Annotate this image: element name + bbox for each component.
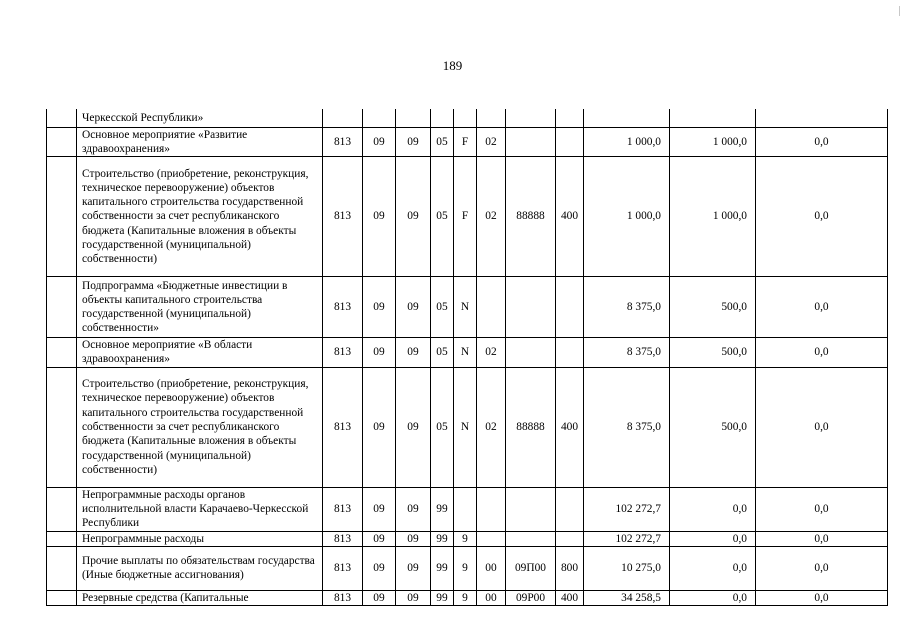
subsection-code-cell: 09	[396, 546, 431, 590]
table-row	[47, 590, 888, 605]
subprogram-code-cell: F	[454, 157, 477, 277]
row-number-cell	[47, 157, 77, 277]
direction-code-cell	[506, 127, 556, 157]
amount-year2-cell: 1 000,0	[670, 127, 756, 157]
amount-year3-cell: 0,0	[756, 338, 888, 368]
amount-year2-cell: 0,0	[670, 546, 756, 590]
program-code-cell: 99	[431, 531, 454, 546]
section-code-cell	[363, 109, 396, 127]
subsection-code-cell: 09	[396, 338, 431, 368]
amount-year3-cell: 0,0	[756, 157, 888, 277]
direction-code-cell	[506, 531, 556, 546]
amount-year3-cell: 0,0	[756, 590, 888, 605]
measure-code-cell	[477, 531, 506, 546]
row-number-cell	[47, 367, 77, 487]
ministry-code-cell: 813	[323, 367, 363, 487]
subprogram-code-cell: 9	[454, 546, 477, 590]
amount-year3-cell: 0,0	[756, 277, 888, 338]
section-code-cell: 09	[363, 531, 396, 546]
section-code-cell: 09	[363, 487, 396, 531]
expense-type-cell	[556, 338, 584, 368]
table-row	[47, 546, 888, 590]
amount-year3-cell: 0,0	[756, 367, 888, 487]
row-number-cell	[47, 487, 77, 531]
subprogram-code-cell: N	[454, 277, 477, 338]
row-number-cell	[47, 109, 77, 127]
item-name-cell: Строительство (приобретение, реконструкция, техническое перевооружение) объектов капитального строительства государственной собственности за счет республиканского бюджета (Капитальные вложения в объекты государственной (муниципальной) собственности)	[77, 157, 323, 277]
section-code-cell: 09	[363, 338, 396, 368]
expense-type-cell	[556, 531, 584, 546]
section-code-cell: 09	[363, 590, 396, 605]
amount-year1-cell: 1 000,0	[584, 157, 670, 277]
item-name-cell: Прочие выплаты по обязательствам государства (Иные бюджетные ассигнования)	[77, 546, 323, 590]
direction-code-cell: 88888	[506, 157, 556, 277]
table-row	[47, 277, 888, 338]
table-row	[47, 338, 888, 368]
expense-type-cell	[556, 277, 584, 338]
amount-year2-cell: 0,0	[670, 590, 756, 605]
ministry-code-cell: 813	[323, 546, 363, 590]
program-code-cell: 05	[431, 367, 454, 487]
measure-code-cell: 02	[477, 127, 506, 157]
program-code-cell: 05	[431, 157, 454, 277]
ministry-code-cell: 813	[323, 590, 363, 605]
item-name-cell: Черкесской Республики»	[77, 109, 323, 127]
table-row	[47, 367, 888, 487]
section-code-cell: 09	[363, 157, 396, 277]
program-code-cell	[431, 109, 454, 127]
measure-code-cell	[477, 487, 506, 531]
ministry-code-cell	[323, 109, 363, 127]
amount-year1-cell: 8 375,0	[584, 277, 670, 338]
subsection-code-cell: 09	[396, 277, 431, 338]
program-code-cell: 05	[431, 127, 454, 157]
expense-type-cell	[556, 127, 584, 157]
subprogram-code-cell: 9	[454, 531, 477, 546]
budget-table-body	[47, 109, 888, 606]
measure-code-cell: 02	[477, 338, 506, 368]
amount-year2-cell: 1 000,0	[670, 157, 756, 277]
expense-type-cell: 400	[556, 157, 584, 277]
program-code-cell: 05	[431, 338, 454, 368]
program-code-cell: 99	[431, 487, 454, 531]
row-number-cell	[47, 546, 77, 590]
page-edge-mark	[899, 6, 900, 16]
amount-year3-cell: 0,0	[756, 487, 888, 531]
expense-type-cell: 400	[556, 590, 584, 605]
direction-code-cell: 88888	[506, 367, 556, 487]
subsection-code-cell	[396, 109, 431, 127]
subprogram-code-cell: N	[454, 367, 477, 487]
table-row	[47, 127, 888, 157]
amount-year1-cell: 34 258,5	[584, 590, 670, 605]
subprogram-code-cell: 9	[454, 590, 477, 605]
section-code-cell: 09	[363, 277, 396, 338]
program-code-cell: 99	[431, 590, 454, 605]
amount-year1-cell: 8 375,0	[584, 367, 670, 487]
subsection-code-cell: 09	[396, 367, 431, 487]
row-number-cell	[47, 531, 77, 546]
table-row	[47, 109, 888, 127]
table-row	[47, 487, 888, 531]
table-row	[47, 157, 888, 277]
direction-code-cell: 09Р00	[506, 590, 556, 605]
ministry-code-cell: 813	[323, 531, 363, 546]
amount-year3-cell: 0,0	[756, 546, 888, 590]
subsection-code-cell: 09	[396, 157, 431, 277]
item-name-cell: Резервные средства (Капитальные	[77, 590, 323, 605]
section-code-cell: 09	[363, 367, 396, 487]
item-name-cell: Непрограммные расходы органов исполнительной власти Карачаево-Черкесской Республики	[77, 487, 323, 531]
measure-code-cell: 00	[477, 590, 506, 605]
program-code-cell: 05	[431, 277, 454, 338]
amount-year3-cell	[756, 109, 888, 127]
amount-year3-cell: 0,0	[756, 127, 888, 157]
amount-year2-cell: 0,0	[670, 531, 756, 546]
item-name-cell: Строительство (приобретение, реконструкция, техническое перевооружение) объектов капитального строительства государственной собственности за счет республиканского бюджета (Капитальные вложения в объекты государственной (муниципальной) собственности)	[77, 367, 323, 487]
ministry-code-cell: 813	[323, 277, 363, 338]
subprogram-code-cell	[454, 109, 477, 127]
measure-code-cell	[477, 277, 506, 338]
measure-code-cell: 00	[477, 546, 506, 590]
direction-code-cell	[506, 109, 556, 127]
subprogram-code-cell: F	[454, 127, 477, 157]
section-code-cell: 09	[363, 546, 396, 590]
measure-code-cell: 02	[477, 157, 506, 277]
row-number-cell	[47, 338, 77, 368]
amount-year2-cell: 500,0	[670, 338, 756, 368]
page-number: 189	[442, 58, 463, 73]
subsection-code-cell: 09	[396, 531, 431, 546]
row-number-cell	[47, 590, 77, 605]
subsection-code-cell: 09	[396, 487, 431, 531]
ministry-code-cell: 813	[323, 157, 363, 277]
measure-code-cell	[477, 109, 506, 127]
budget-table	[46, 109, 888, 606]
program-code-cell: 99	[431, 546, 454, 590]
direction-code-cell: 09П00	[506, 546, 556, 590]
amount-year1-cell	[584, 109, 670, 127]
amount-year1-cell: 1 000,0	[584, 127, 670, 157]
amount-year2-cell	[670, 109, 756, 127]
direction-code-cell	[506, 338, 556, 368]
direction-code-cell	[506, 487, 556, 531]
item-name-cell: Основное мероприятие «Развитие здравоохранения»	[77, 127, 323, 157]
subsection-code-cell: 09	[396, 127, 431, 157]
subprogram-code-cell	[454, 487, 477, 531]
expense-type-cell	[556, 109, 584, 127]
expense-type-cell: 800	[556, 546, 584, 590]
table-row	[47, 531, 888, 546]
amount-year1-cell: 102 272,7	[584, 487, 670, 531]
expense-type-cell	[556, 487, 584, 531]
amount-year2-cell: 500,0	[670, 367, 756, 487]
item-name-cell: Основное мероприятие «В области здравоохранения»	[77, 338, 323, 368]
expense-type-cell: 400	[556, 367, 584, 487]
direction-code-cell	[506, 277, 556, 338]
subsection-code-cell: 09	[396, 590, 431, 605]
measure-code-cell: 02	[477, 367, 506, 487]
amount-year2-cell: 500,0	[670, 277, 756, 338]
ministry-code-cell: 813	[323, 338, 363, 368]
ministry-code-cell: 813	[323, 487, 363, 531]
amount-year1-cell: 102 272,7	[584, 531, 670, 546]
ministry-code-cell: 813	[323, 127, 363, 157]
row-number-cell	[47, 127, 77, 157]
amount-year1-cell: 10 275,0	[584, 546, 670, 590]
item-name-cell: Подпрограмма «Бюджетные инвестиции в объекты капитального строительства государственной (муниципальной) собственности»	[77, 277, 323, 338]
row-number-cell	[47, 277, 77, 338]
amount-year3-cell: 0,0	[756, 531, 888, 546]
amount-year2-cell: 0,0	[670, 487, 756, 531]
subprogram-code-cell: N	[454, 338, 477, 368]
section-code-cell: 09	[363, 127, 396, 157]
item-name-cell: Непрограммные расходы	[77, 531, 323, 546]
amount-year1-cell: 8 375,0	[584, 338, 670, 368]
